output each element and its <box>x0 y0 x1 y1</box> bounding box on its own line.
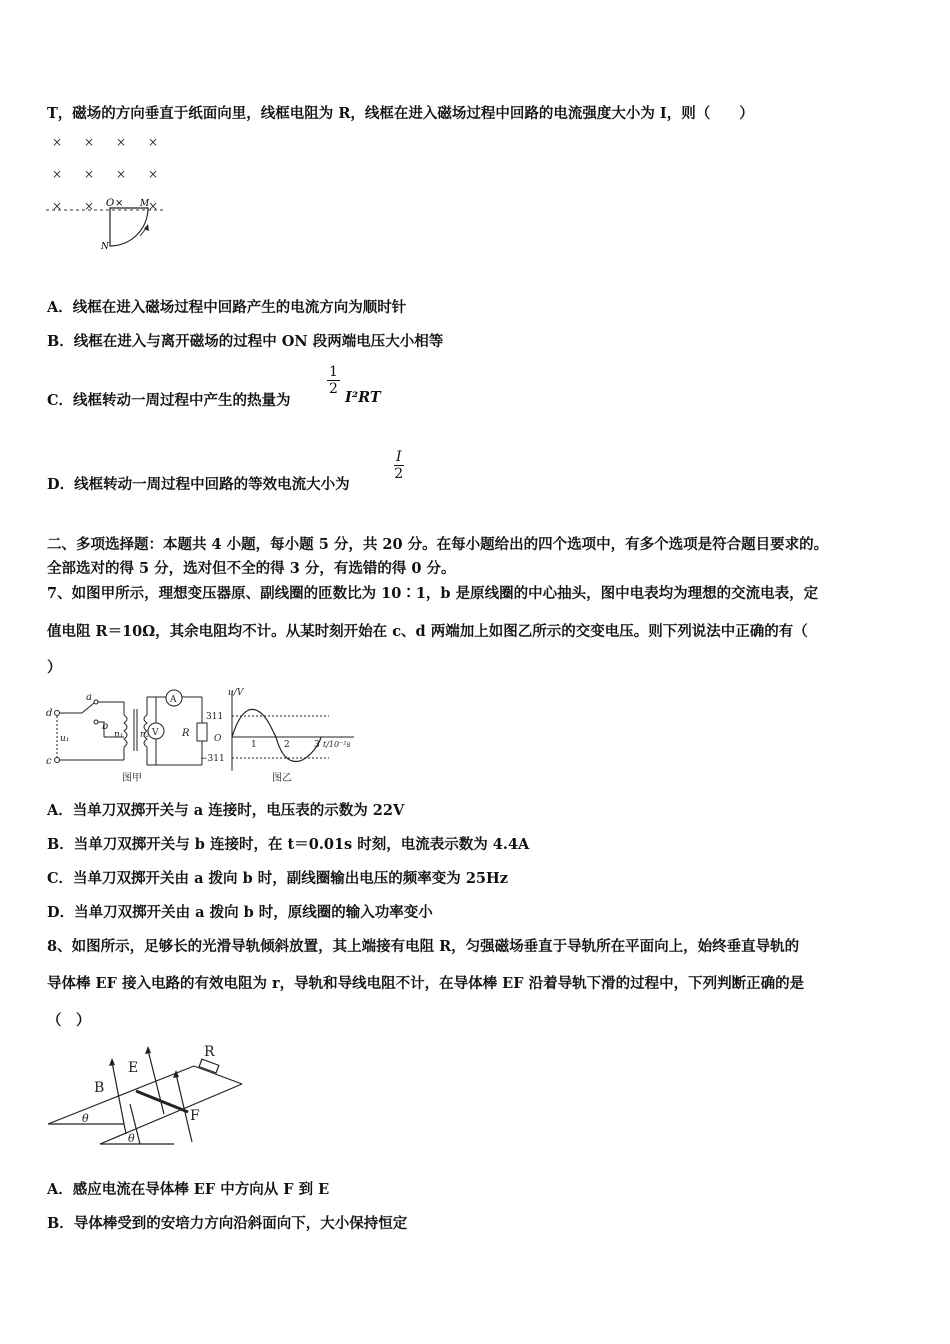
q7-option-c[interactable]: C．当单刀双掷开关由 a 拨向 b 时，副线圈输出电压的频率变为 25Hz <box>47 870 508 887</box>
svg-text:×: × <box>148 135 159 149</box>
svg-text:×: × <box>116 167 127 181</box>
option-c[interactable] <box>47 389 291 410</box>
q7-stem-line3: ） <box>47 659 62 676</box>
magnetic-field-figure <box>44 132 174 252</box>
option-a[interactable]: A．线框在进入磁场过程中回路产生的电流方向为顺时针 <box>47 299 407 316</box>
graph-ylabel: u/V <box>228 688 244 698</box>
option-c-formula: I²RT <box>345 389 381 406</box>
option-d[interactable] <box>47 473 350 494</box>
label-a: a <box>86 692 92 703</box>
svg-text:×: × <box>148 199 159 213</box>
fraction-numerator: I <box>396 449 402 465</box>
ammeter-label: A <box>170 695 177 705</box>
graph-y-bottom: −311 <box>200 754 225 764</box>
label-n2: n₂ <box>140 730 150 740</box>
q7-option-d[interactable]: D．当单刀双掷开关由 a 拨向 b 时，原线圈的输入功率变小 <box>47 904 433 921</box>
svg-text:×: × <box>84 167 95 181</box>
option-d-fraction <box>394 449 404 482</box>
svg-text:×: × <box>84 199 95 213</box>
label-E: E <box>128 1060 139 1076</box>
svg-text:×: × <box>52 135 63 149</box>
svg-text:×: × <box>84 135 95 149</box>
caption-right: 图乙 <box>272 773 292 783</box>
caption-left: 图甲 <box>122 773 142 783</box>
q7-stem-line2: 值电阻 R＝10Ω，其余电阻均不计。从某时刻开始在 c、d 两端加上如图乙所示的交变电压。则下列说法中正确的有（ <box>47 623 808 640</box>
svg-text:×: × <box>52 167 63 181</box>
fraction-numerator: 1 <box>329 364 338 380</box>
graph-y-top: 311 <box>206 712 224 722</box>
option-b[interactable]: B．线框在进入与离开磁场的过程中 ON 段两端电压大小相等 <box>47 333 444 350</box>
graph-tick-3: 3 <box>314 740 320 750</box>
inclined-rail-figure <box>44 1044 254 1154</box>
fraction-denominator: 2 <box>329 381 338 397</box>
graph-tick-1: 1 <box>251 740 257 750</box>
label-d: d <box>46 708 53 719</box>
resistor-label: R <box>182 728 190 739</box>
label-B: B <box>94 1080 105 1096</box>
fig-label-n: N <box>101 242 109 252</box>
option-c-fraction <box>327 364 340 397</box>
graph-tick-2: 2 <box>284 740 290 750</box>
question-stem: T，磁场的方向垂直于纸面向里，线框电阻为 R，线框在进入磁场过程中回路的电流强度大小为 I，则（ ） <box>47 105 754 122</box>
label-b: b <box>102 721 109 732</box>
label-theta1: θ <box>82 1112 89 1125</box>
graph-origin: O <box>214 734 222 744</box>
svg-text:×: × <box>116 135 127 149</box>
fig-label-o: O <box>106 198 115 209</box>
transformer-circuit-figure <box>44 685 364 783</box>
q8-stem-line2: 导体棒 EF 接入电路的有效电阻为 r，导轨和导线电阻不计，在导体棒 EF 沿着导轨下滑的过程中，下列判断正确的是 <box>47 975 805 992</box>
q8-stem-line3: （ ） <box>47 1012 91 1029</box>
q7-option-b[interactable]: B．当单刀双掷开关与 b 连接时，在 t＝0.01s 时刻，电流表示数为 4.4A <box>47 836 530 853</box>
svg-text:×: × <box>115 198 124 209</box>
label-theta2: θ <box>128 1132 135 1145</box>
label-u1: u₁ <box>60 734 70 744</box>
option-d-text: D．线框转动一周过程中回路的等效电流大小为 <box>47 476 350 493</box>
q7-option-a[interactable]: A．当单刀双掷开关与 a 连接时，电压表的示数为 22V <box>47 802 405 819</box>
section-scoring: 全部选对的得 5 分，选对但不全的得 3 分，有选错的得 0 分。 <box>47 560 456 577</box>
q8-option-a[interactable]: A．感应电流在导体棒 EF 中方向从 F 到 E <box>47 1181 330 1198</box>
svg-text:×: × <box>52 199 63 213</box>
q8-stem-line1: 8、如图所示，足够长的光滑导轨倾斜放置，其上端接有电阻 R，匀强磁场垂直于导轨所在平面向上，始终垂直导轨的 <box>47 938 800 955</box>
graph-xlabel: t/10⁻²s <box>323 740 351 749</box>
q7-stem-line1: 7、如图甲所示，理想变压器原、副线圈的匝数比为 10∶1，b 是原线圈的中心抽头，图中电表均为理想的交流电表，定 <box>47 585 819 602</box>
label-c: c <box>46 756 52 767</box>
label-n1: n₁ <box>114 730 124 740</box>
fig-label-m: M <box>140 199 150 209</box>
svg-text:×: × <box>148 167 159 181</box>
fraction-denominator: 2 <box>394 466 404 482</box>
section-heading: 二、多项选择题：本题共 4 小题，每小题 5 分，共 20 分。在每小题给出的四个选项中，有多个选项是符合题目要求的。 <box>47 536 829 553</box>
q8-option-b[interactable]: B．导体棒受到的安培力方向沿斜面向下，大小保持恒定 <box>47 1215 408 1232</box>
option-c-text: C．线框转动一周过程中产生的热量为 <box>47 392 291 409</box>
label-R: R <box>204 1044 215 1060</box>
voltmeter-label: V <box>152 728 159 738</box>
label-F: F <box>190 1108 200 1124</box>
